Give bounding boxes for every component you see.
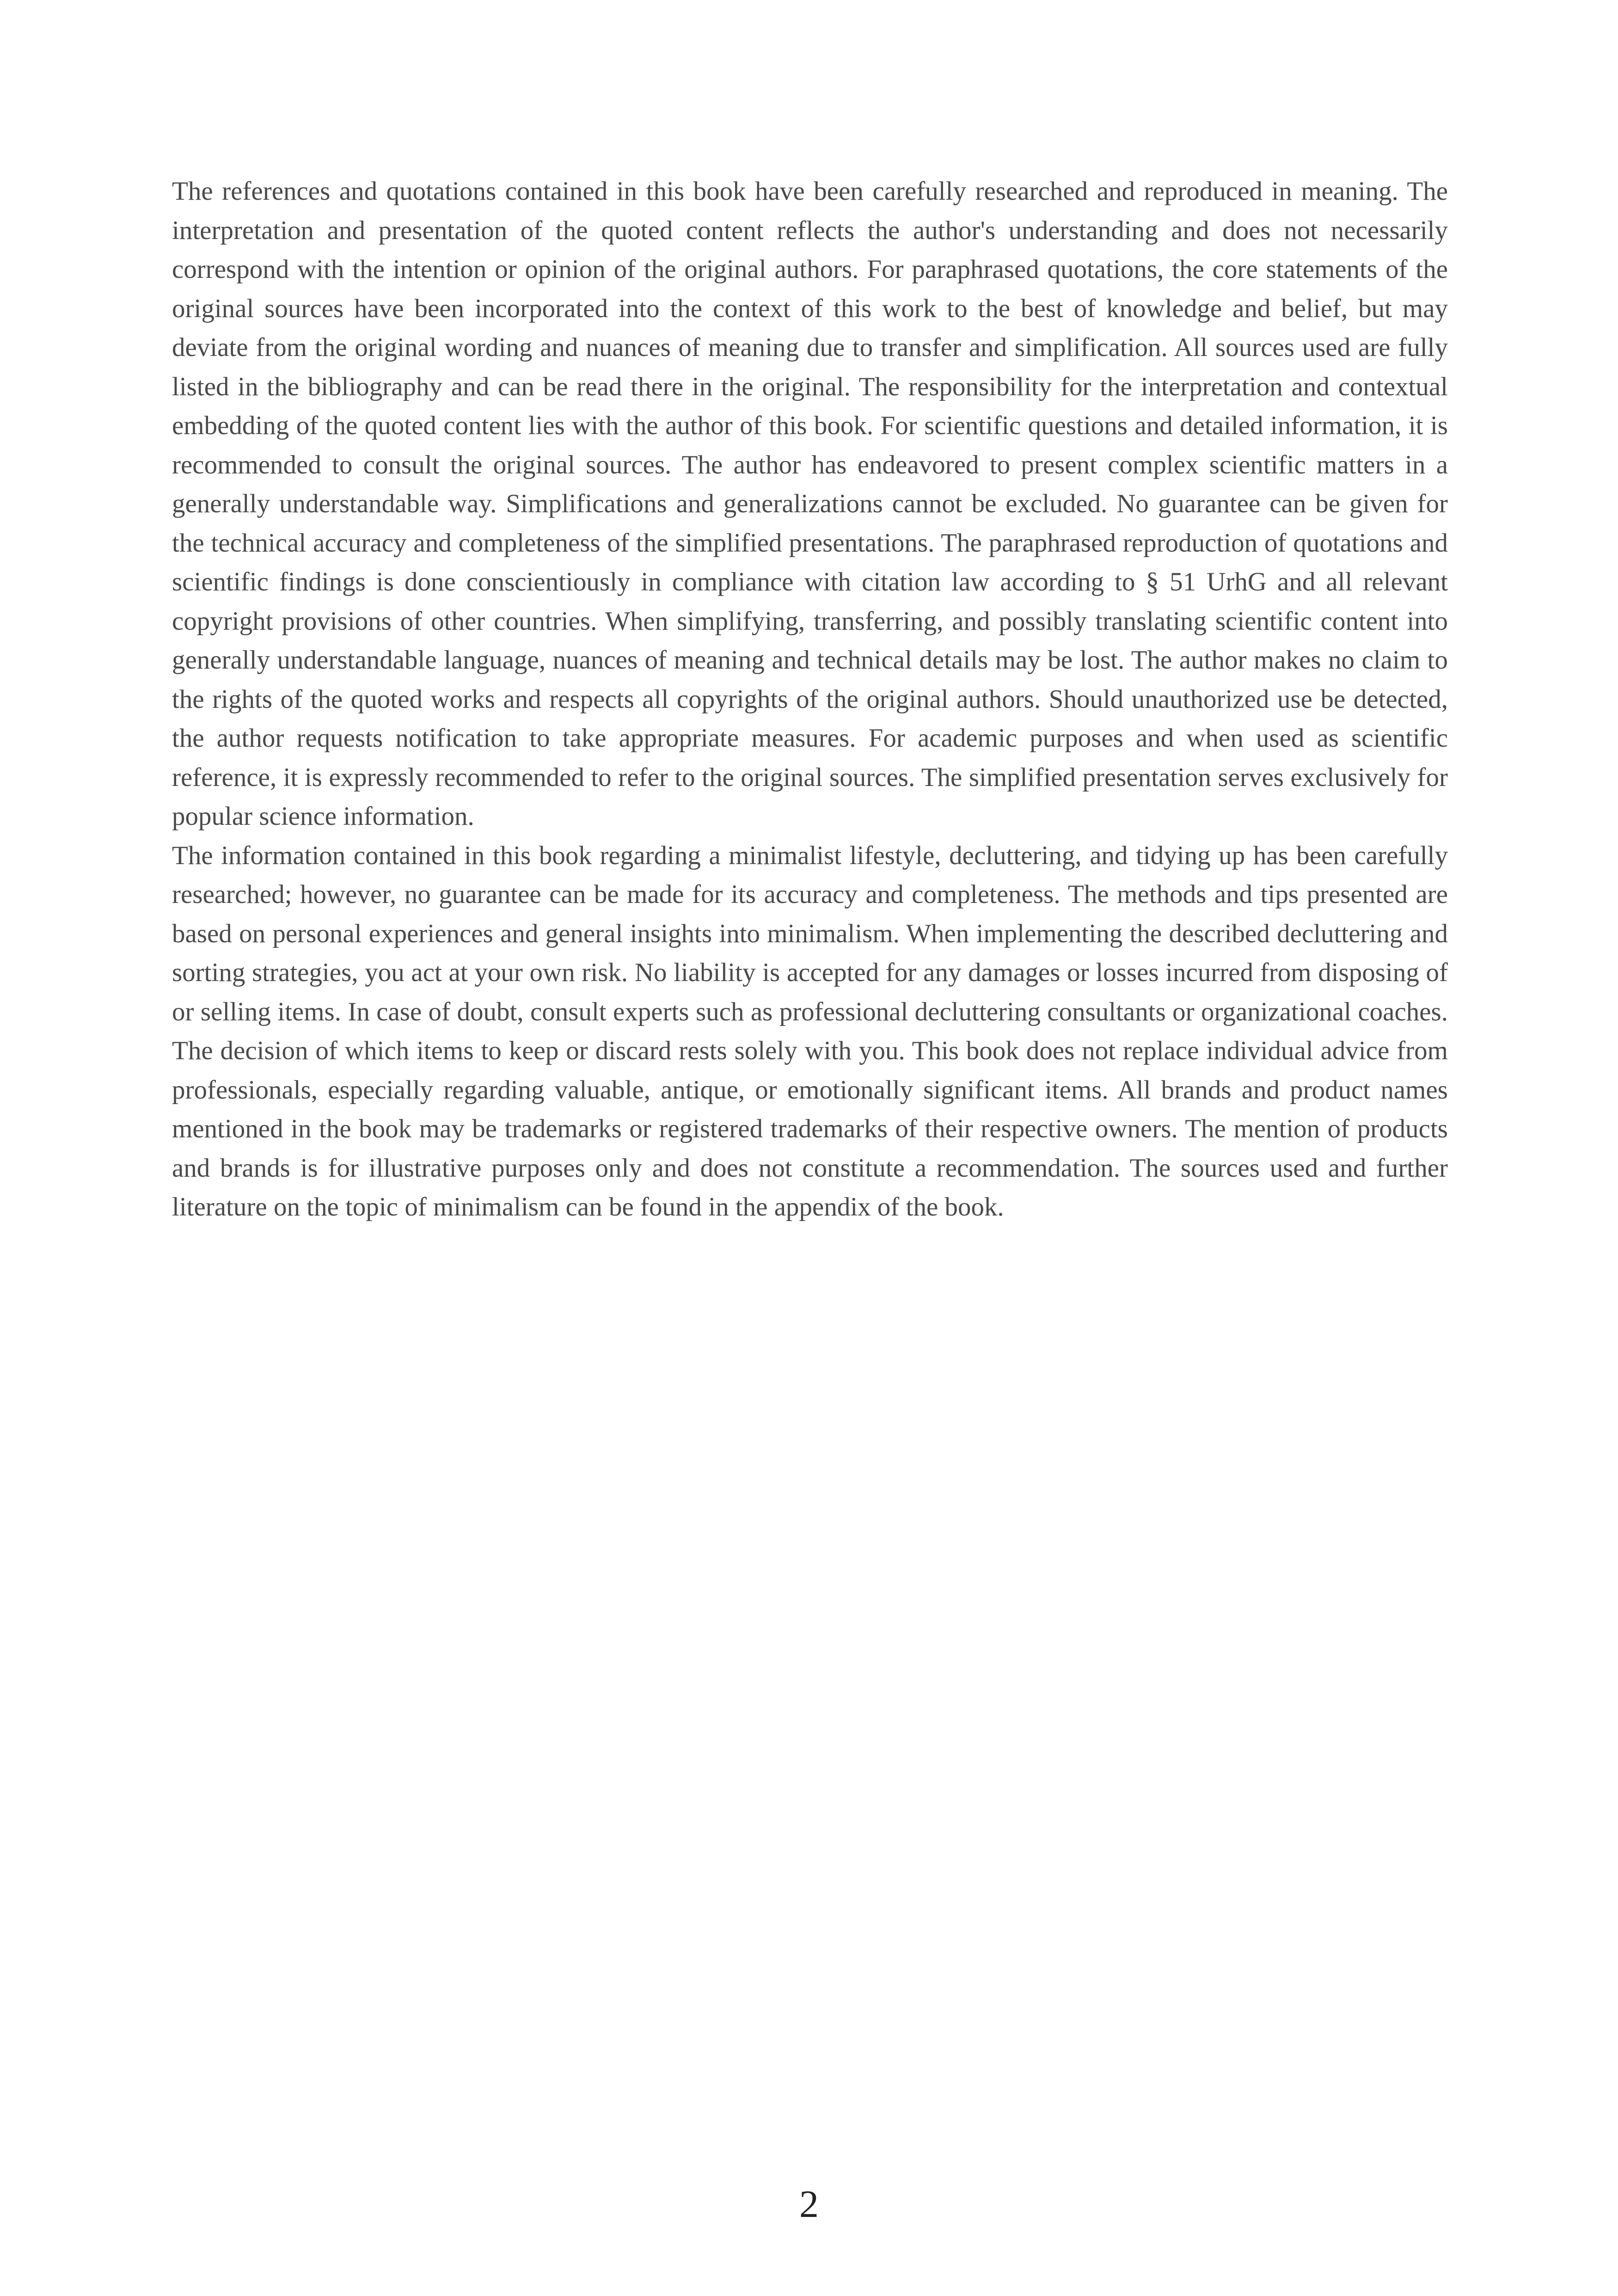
liability-disclaimer-paragraph: The information contained in this book regarding a minimalist lifestyle, decluttering, and tidying up has been carefully researched; however, no guarantee can be made for its accuracy and completeness. The methods and tips presented are based on personal experiences and general insights into minimalism. When implementing the described decluttering and sorting strategies, you act at your own risk. No liability is accepted for any damages or losses incurred from disposing of or selling items. In case of doubt, consult experts such as professional decluttering consultants or organizational coaches. The decision of which items to keep or discard rests solely with you. This book does not replace individual advice from professionals, especially regarding valuable, antique, or emotionally significant items. All brands and product names mentioned in the book may be trademarks or registered trademarks of their respective owners. The mention of products and brands is for illustrative purposes only and does not constitute a recommendation. The sources used and further literature on the topic of minimalism can be found in the appendix of the book. [172, 841, 1448, 1222]
copyright-disclaimer-paragraph: The references and quotations contained in this book have been carefully researched and reproduced in meaning. The interpretation and presentation of the quoted content reflects the author's understanding and does not necessarily correspond with the intention or opinion of the original authors. For paraphrased quotations, the core statements of the original sources have been incorporated into the context of this work to the best of knowledge and belief, but may deviate from the original wording and nuances of meaning due to transfer and simplification. All sources used are fully listed in the bibliography and can be read there in the original. The responsibility for the interpretation and contextual embedding of the quoted content lies with the author of this book. For scientific questions and detailed information, it is recommended to consult the original sources. The author has endeavored to present complex scientific matters in a generally understandable way. Simplifications and generalizations cannot be excluded. No guarantee can be given for the technical accuracy and completeness of the simplified presentations. The paraphrased reproduction of quotations and scientific findings is done conscientiously in compliance with citation law according to § 51 UrhG and all relevant copyright provisions of other countries. When simplifying, transferring, and possibly translating scientific content into generally understandable language, nuances of meaning and technical details may be lost. The author makes no claim to the rights of the quoted works and respects all copyrights of the original authors. Should unauthorized use be detected, the author requests notification to take appropriate measures. For academic purposes and when used as scientific reference, it is expressly recommended to refer to the original sources. The simplified presentation serves exclusively for popular science information. [172, 177, 1448, 831]
disclaimer-text-block [172, 172, 1448, 1227]
page-number: 2 [799, 2183, 819, 2226]
